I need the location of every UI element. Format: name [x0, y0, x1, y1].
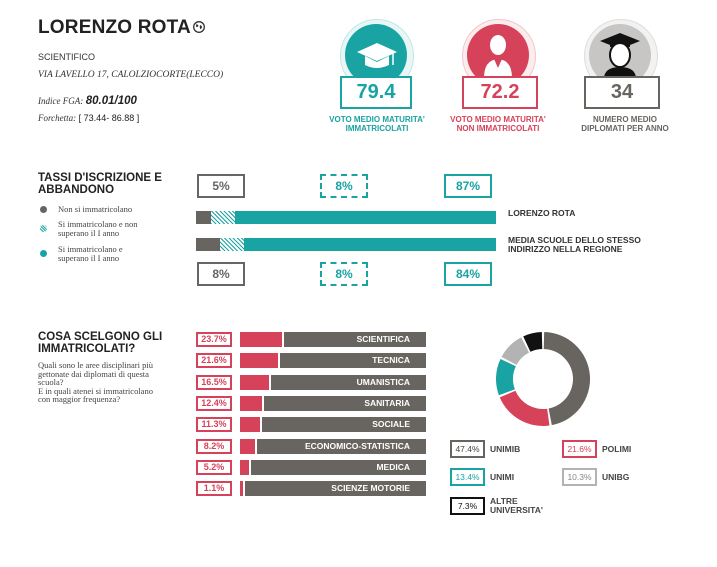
school-bar-label: LORENZO ROTA	[508, 208, 576, 218]
school-type: SCIENTIFICO	[38, 52, 96, 62]
universities-legend	[450, 440, 680, 520]
school-name: LORENZO ROTA	[38, 17, 191, 38]
uni-pct: 47.4%	[450, 440, 485, 458]
legend-dot	[40, 225, 47, 232]
area-name: SCIENTIFICA	[284, 332, 426, 347]
area-row	[196, 460, 426, 475]
area-pct: 23.7%	[196, 332, 232, 347]
legend-label: Si immatricolano e non superano il I anno	[58, 219, 138, 238]
area-row	[196, 353, 426, 368]
area-pct: 11.3%	[196, 417, 232, 432]
uni-pct: 13.4%	[450, 468, 485, 486]
area-pct: 21.6%	[196, 353, 232, 368]
universities-donut	[494, 330, 592, 428]
stat-imm-label: VOTO MEDIO MATURITA' IMMATRICOLATI	[329, 115, 425, 133]
region-dropout-pct: 8%	[320, 262, 368, 286]
uni-name: ALTRE UNIVERSITA'	[490, 496, 543, 515]
uni-pct: 21.6%	[562, 440, 597, 458]
choices-title: COSA SCELGONO GLI IMMATRICOLATI?	[38, 331, 163, 355]
graduate-person-icon	[598, 31, 642, 79]
school-enrollment-bar	[196, 211, 496, 224]
stat-diplomati-value: 34	[584, 76, 660, 109]
donut-slice-unimi	[496, 359, 516, 395]
area-name: ECONOMICO-STATISTICA	[257, 439, 426, 454]
area-pct: 8.2%	[196, 439, 232, 454]
area-row	[196, 375, 426, 390]
area-name: SANITARIA	[264, 396, 426, 411]
graduation-cap-icon	[356, 41, 398, 73]
area-value-bar	[240, 332, 282, 347]
legend-label: Non si immatricolano	[58, 204, 133, 214]
area-pct: 16.5%	[196, 375, 232, 390]
donut-slice-unibg	[502, 337, 530, 364]
area-name: UMANISTICA	[271, 375, 426, 390]
donut-slice-unimib	[544, 332, 590, 425]
bar-dropout	[220, 238, 244, 251]
area-value-bar	[240, 353, 278, 368]
uni-name: POLIMI	[602, 444, 632, 454]
area-pct: 1.1%	[196, 481, 232, 496]
uni-name: UNIMIB	[490, 444, 521, 454]
legend-label: Si immatricolano e superano il I anno	[58, 244, 123, 263]
range-value: [ 73.44- 86.88 ]	[78, 113, 140, 123]
area-row	[196, 417, 426, 432]
enrollment-title: TASSI D'ISCRIZIONE E ABBANDONO	[38, 172, 162, 196]
area-value-bar	[240, 481, 243, 496]
area-value-bar	[240, 375, 269, 390]
legend-dot	[40, 206, 47, 213]
school-address: VIA LAVELLO 17, CALOLZIOCORTE(LECCO)	[38, 70, 224, 80]
uni-name: UNIMI	[490, 472, 515, 482]
school-not-enrolled-pct: 5%	[197, 174, 245, 198]
bar-dropout	[211, 211, 235, 224]
area-value-bar	[240, 417, 260, 432]
region-not-enrolled-pct: 8%	[197, 262, 245, 286]
uni-name: UNIBG	[602, 472, 630, 482]
area-row	[196, 439, 426, 454]
stat-diplomati-label: NUMERO MEDIO DIPLOMATI PER ANNO	[581, 115, 669, 133]
area-row	[196, 396, 426, 411]
area-value-bar	[240, 460, 249, 475]
fga-label: Indice FGA:	[38, 96, 84, 106]
area-name: SCIENZE MOTORIE	[245, 481, 426, 496]
range-label: Forchetta:	[38, 113, 77, 123]
area-pct: 12.4%	[196, 396, 232, 411]
stat-nonimm-label: VOTO MEDIO MATURITA' NON IMMATRICOLATI	[450, 115, 546, 133]
school-dropout-pct: 8%	[320, 174, 368, 198]
area-name: TECNICA	[280, 353, 426, 368]
donut-slice-polimi	[500, 391, 550, 426]
uni-pct: 7.3%	[450, 497, 485, 515]
bar-continue	[244, 238, 496, 251]
region-continue-pct: 84%	[444, 262, 492, 286]
area-row	[196, 332, 426, 347]
area-name: MEDICA	[251, 460, 426, 475]
area-row	[196, 481, 426, 496]
area-value-bar	[240, 439, 255, 454]
fga-value: 80.01/100	[85, 95, 137, 107]
region-bar-label: MEDIA SCUOLE DELLO STESSO INDIRIZZO NELLA REGIONE	[508, 235, 641, 254]
area-name: SOCIALE	[262, 417, 426, 432]
choices-description: Quali sono le aree disciplinari più gettonate dai diplomati di questa scuola? E in quali atenei si immatricolano con maggior frequenza?	[38, 360, 153, 404]
area-value-bar	[240, 396, 262, 411]
school-continue-pct: 87%	[444, 174, 492, 198]
bar-continue	[235, 211, 496, 224]
bar-not-enrolled	[196, 211, 211, 224]
stat-imm-value: 79.4	[340, 76, 412, 109]
uni-pct: 10.3%	[562, 468, 597, 486]
region-enrollment-bar	[196, 238, 496, 251]
bar-not-enrolled	[196, 238, 220, 251]
area-pct: 5.2%	[196, 460, 232, 475]
globe-icon[interactable]	[193, 21, 205, 33]
legend-dot	[40, 250, 47, 257]
student-person-icon	[482, 32, 514, 80]
stat-nonimm-value: 72.2	[462, 76, 538, 109]
